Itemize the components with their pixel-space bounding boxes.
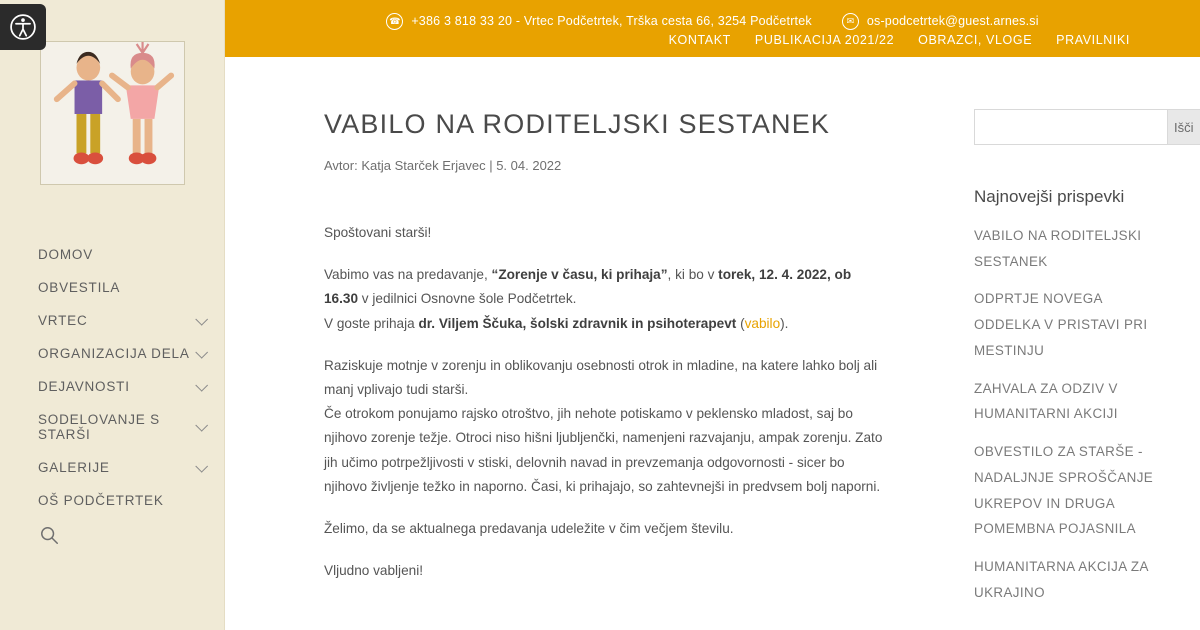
accessibility-button[interactable] bbox=[0, 4, 46, 50]
search-input[interactable] bbox=[974, 109, 1167, 145]
paragraph-greeting: Spoštovani starši! bbox=[324, 225, 432, 240]
main-navigation bbox=[0, 238, 225, 517]
invite-text-3: v jedilnici Osnovne šole Podčetrtek. bbox=[358, 291, 577, 307]
guest-name: dr. Viljem Ščuka, šolski zdravnik in psihoterapevt bbox=[418, 315, 737, 331]
invite-text-2: , ki bo v bbox=[667, 267, 719, 283]
sidebar-item-domov[interactable] bbox=[0, 238, 225, 271]
paragraph-closing: Vljudno vabljeni! bbox=[324, 563, 423, 579]
chevron-down-icon bbox=[195, 312, 208, 325]
search-widget bbox=[974, 109, 1194, 145]
sidebar-item-os-podcetrtek[interactable] bbox=[0, 484, 225, 517]
recent-posts-list bbox=[974, 223, 1167, 606]
list-item[interactable]: HUMANITARNA AKCIJA ZA UKRAJINO bbox=[974, 559, 1149, 600]
sidebar-item-label: DEJAVNOSTI bbox=[38, 379, 130, 394]
phone-icon: ☎ bbox=[386, 13, 403, 30]
top-bar bbox=[225, 0, 1200, 57]
paragraph-invitation bbox=[324, 263, 883, 311]
guest-text-2: ( bbox=[736, 315, 745, 331]
article-byline: Avtor: Katja Starček Erjavec | 5. 04. 2022 bbox=[324, 158, 562, 173]
sidebar-item-label: VRTEC bbox=[38, 313, 88, 328]
left-sidebar bbox=[0, 0, 225, 630]
sidebar-item-label: DOMOV bbox=[38, 247, 94, 262]
sidebar-item-label: GALERIJE bbox=[38, 460, 110, 475]
recent-posts-heading: Najnovejši prispevki bbox=[974, 187, 1125, 206]
sidebar-item-label: OŠ PODČETRTEK bbox=[38, 493, 164, 508]
search-button[interactable]: Išči bbox=[1167, 109, 1200, 145]
article-body bbox=[324, 221, 883, 583]
top-menu bbox=[657, 33, 1200, 47]
menu-item-kontakt[interactable]: KONTAKT bbox=[668, 33, 731, 47]
sidebar-search-icon[interactable] bbox=[38, 524, 62, 548]
sidebar-item-galerije[interactable] bbox=[0, 451, 225, 484]
list-item[interactable]: OBVESTILO ZA STARŠE - NADALJNJE SPROŠČANJE UKREPOV IN DRUGA POMEMBNA POJASNILA bbox=[974, 444, 1154, 537]
menu-item-publikacija[interactable]: PUBLIKACIJA 2021/22 bbox=[754, 33, 895, 47]
right-sidebar bbox=[943, 57, 1200, 630]
page-title: VABILO NA RODITELJSKI SESTANEK bbox=[324, 109, 831, 139]
sidebar-item-label: OBVESTILA bbox=[38, 280, 121, 295]
list-item[interactable]: ZAHVALA ZA ODZIV V HUMANITARNI AKCIJI bbox=[974, 380, 1118, 422]
menu-item-obrazci[interactable]: OBRAZCI, VLOGE bbox=[918, 33, 1033, 47]
site-logo[interactable] bbox=[40, 41, 185, 185]
lecture-title: “Zorenje v času, ki prihaja” bbox=[491, 267, 668, 283]
sidebar-item-label: SODELOVANJE S STARŠI bbox=[38, 412, 160, 442]
paragraph-long: Če otrokom ponujamo rajsko otroštvo, jih nehote potiskamo v peklensko mladost, saj bo njihovo zorenje težje. Otroci niso hišni ljubljenčki, namenjeni razvajanju, ampak zorenju. Zato jih učimo potrpežljivosti v stiski, delovnih navad in prevzemanja odgovornosti - sicer bo njihovo življenje težko in naporno. Časi, ki prihajajo, so zahtevnejši in predvsem bolj naporni. bbox=[324, 406, 883, 494]
paragraph-wish: Želimo, da se aktualnega predavanja udeležite v čim večjem številu. bbox=[324, 520, 734, 536]
chevron-down-icon bbox=[195, 345, 208, 358]
search-icon bbox=[38, 524, 60, 546]
envelope-icon: ✉ bbox=[842, 13, 859, 30]
sidebar-item-organizacija-dela[interactable] bbox=[0, 337, 225, 370]
list-item[interactable]: VABILO NA RODITELJSKI SESTANEK bbox=[974, 228, 1142, 269]
event-datetime: torek, 12. 4. 2022, ob 16.30 bbox=[324, 267, 852, 307]
phone-contact[interactable] bbox=[386, 13, 812, 30]
paragraph-research: Raziskuje motnje v zorenju in oblikovanju osebnosti otrok in mladine, na katere lahko bolj ali manj vplivajo tudi starši. bbox=[324, 357, 878, 397]
phone-text: +386 3 818 33 20 - Vrtec Podčetrtek, Trška cesta 66, 3254 Podčetrtek bbox=[411, 14, 812, 28]
sidebar-item-obvestila[interactable] bbox=[0, 271, 225, 304]
invite-text-1: Vabimo vas na predavanje, bbox=[324, 267, 492, 283]
chevron-down-icon bbox=[195, 378, 208, 391]
chevron-down-icon bbox=[195, 419, 208, 432]
sidebar-item-sodelovanje-s-starsi[interactable] bbox=[0, 403, 225, 451]
sidebar-item-label: ORGANIZACIJA DELA bbox=[38, 346, 190, 361]
sidebar-item-vrtec[interactable] bbox=[0, 304, 225, 337]
menu-item-pravilniki[interactable]: PRAVILNIKI bbox=[1056, 33, 1130, 47]
childrens-drawing-logo-icon bbox=[41, 42, 184, 184]
email-text: os-podcetrtek@guest.arnes.si bbox=[866, 14, 1039, 28]
sidebar-item-dejavnosti[interactable] bbox=[0, 370, 225, 403]
guest-text-1: V goste prihaja bbox=[324, 315, 419, 331]
list-item[interactable]: ODPRTJE NOVEGA ODDELKA V PRISTAVI PRI MESTINJU bbox=[974, 291, 1148, 358]
chevron-down-icon bbox=[195, 459, 208, 472]
email-contact[interactable] bbox=[842, 13, 1039, 30]
vabilo-link[interactable]: vabilo bbox=[744, 315, 781, 331]
accessibility-icon bbox=[10, 14, 36, 40]
paragraph-guest bbox=[324, 312, 883, 336]
article-content bbox=[225, 57, 943, 630]
guest-text-3: ). bbox=[780, 315, 789, 331]
